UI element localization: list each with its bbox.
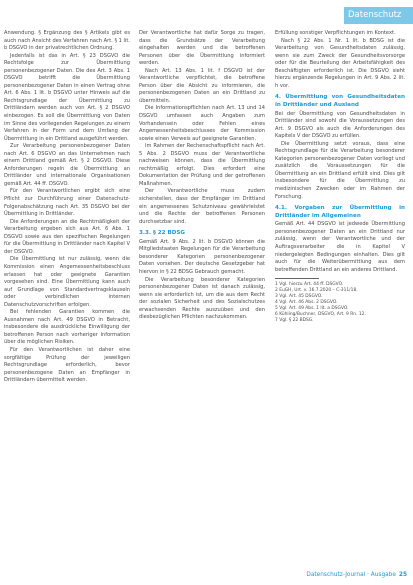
paragraph: Der Verantwortliche muss zudem sicherstellen, dass der Empfänger im Drittland ein angemessenes Schutzniveau gewährleistet und die Rechte der betroffenen Personen durchsetzbar sind. <box>139 188 265 225</box>
section-tab: Datenschutz <box>344 7 413 24</box>
footnote: 1 Vgl. hierzu Art. 44 ff. DSGVO. <box>275 282 344 288</box>
section-heading: 3.3. § 22 BDSG <box>139 230 185 237</box>
column-1 <box>4 30 130 385</box>
page-number: 25 <box>398 572 407 578</box>
section-heading: 4.1. Vorgaben zur Übermittlung in Drittländer im Allgemeinen <box>275 205 405 219</box>
page-footer <box>306 572 407 578</box>
footnote-divider <box>275 278 319 279</box>
paragraph: Für den Verantwortlichen ergibt sich eine Pflicht zur Durchführung einer Datenschutz-Folgenabschätzung nach Art. 35 DSGVO bei der Übermittlung in Drittländer. <box>4 188 130 218</box>
footnote: 3 Vgl. Art. 45 DSGVO. <box>275 294 323 300</box>
footnote: 5 Vgl. Art. 49 Abs. 1 lit. a DSGVO. <box>275 306 349 312</box>
paragraph: Bei der Übermittlung von Gesundheitsdaten in Drittländer sind sowohl die Voraussetzungen des Art. 9 DSGVO als auch die Anforderungen des Kapitels V der DSGVO zu erfüllen. <box>275 110 405 140</box>
paragraph: Erfüllung sonstiger Verpflichtungen im Kontext. <box>275 30 396 36</box>
paragraph: Die Übermittlung setzt voraus, dass eine Rechtsgrundlage für die Verarbeitung besonderer Kategorien personenbezogener Daten vorliegt und zusätzlich die Voraussetzungen für die Übermittlung an ein Drittland erfüllt sind. Dies gilt insbesondere für die Übermittlung zu medizinischen Zwecken oder im Rahmen der Forschung. <box>275 140 405 200</box>
paragraph: Bei fehlenden Garantien kommen die Ausnahmen nach Art. 49 DSGVO in Betracht, insbesondere die ausdrückliche Einwilligung der betroffenen Person nach vorheriger Information über die möglichen Risiken. <box>4 309 130 346</box>
paragraph: Gemäß Art. 44 DSGVO ist jedwede Übermittlung personenbezogener Daten an ein Drittland nur zulässig, wenn der Verantwortliche und der Auftragsverarbeiter die in Kapitel V niedergelegten Bedingungen einhalten. Dies gilt auch für die Weiterübermittlung aus dem betreffenden Drittland an ein anderes Drittland. <box>275 221 405 273</box>
paragraph: Zur Verarbeitung personenbezogener Daten nach Art. 6 DSGVO an das Unternehmen nach einem Drittland gemäß Art. § 2 DSGVO. Diese Anforderungen regeln die Übermittlung an Drittländer und internationale Organisationen gemäß Art. 44 ff. DSGVO. <box>4 143 130 187</box>
paragraph: Die Anforderungen an die Rechtmäßigkeit der Verarbeitung ergeben sich aus Art. 6 Abs. 1 DSGVO sowie aus den spezifischen Regelungen für die Übermittlung in Drittländer nach Kapitel V der DSGVO. <box>4 218 130 255</box>
paragraph: Im Rahmen der Rechenschaftspflicht nach Art. 5 Abs. 2 DSGVO muss der Verantwortliche nachweisen können, dass die Übermittlung rechtmäßig erfolgt. Dies erfordert eine Dokumentation der Prüfung und der getroffenen Maßnahmen. <box>139 143 265 187</box>
paragraph: Nach § 22 Abs. 1 Nr. 1 lit. b BDSG ist die Verarbeitung von Gesundheitsdaten zulässig, wenn sie zum Zweck der Gesundheitsvorsorge oder für die Beurteilung der Arbeitsfähigkeit des Beschäftigten erforderlich ist. Die DSGVO sieht hierzu ergänzende Regelungen in Art. 9 Abs. 2 lit. h vor. <box>275 37 405 89</box>
column-3 <box>275 30 405 324</box>
top-bar <box>0 0 413 7</box>
column-2 <box>139 30 265 322</box>
paragraph: Anwendung. § Ergänzung des § Artikels gibt es auch nach Ansicht des Verfahren nach Art. § 1 lit. b DSGVO in der privatrechtlichen Ordnung. <box>4 30 130 52</box>
footnote: 6 Kühling/Buchner, DSGVO, Art. 9 Rn. 12. <box>275 312 366 318</box>
footnote: 7 Vgl. § 22 BDSG. <box>275 318 314 324</box>
footnote: 4 Vgl. Art. 46 Abs. 2 DSGVO. <box>275 300 338 306</box>
paragraph: Der Verantwortliche hat dafür Sorge zu tragen, dass die Grundsätze der Verarbeitung eingehalten werden und die betroffenen Personen über die Übermittlung informiert werden. <box>139 30 265 67</box>
paragraph: Die Informationspflichten nach Art. 13 und 14 DSGVO umfassen auch Angaben zum Vorhandensein oder Fehlen eines Angemessenheitsbeschlusses der Kommission sowie einen Verweis auf geeignete Garantien. <box>139 105 265 142</box>
footnote: 2 EuGH, Urt. v. 16.7.2020 – C-311/18. <box>275 288 358 294</box>
paragraph: Die Übermittlung ist nur zulässig, wenn die Kommission einen Angemessenheitsbeschluss erlassen hat oder geeignete Garantien vorgesehen sind. Eine Übermittlung kann auch auf Grundlage von Standardvertragsklauseln oder verbindlichen internen Datenschutzvorschriften erfolgen. <box>4 256 130 308</box>
paragraph: Nach Art. 13 Abs. 1 lit. f DSGVO ist der Verantwortliche verpflichtet, die betroffene Person über die Absicht zu informieren, die personenbezogenen Daten an ein Drittland zu übermitteln. <box>139 67 265 104</box>
journal-name: Datenschutz-Journal · Ausgabe <box>306 572 396 578</box>
section-heading: 4. Übermittlung von Gesundheitsdaten in Drittländer und Ausland <box>275 94 405 108</box>
paragraph: Gemäß Art. 9 Abs. 2 lit. b DSGVO können die Mitgliedstaaten Regelungen für die Verarbeitung besonderer Kategorien personenbezogener Daten vorsehen. Der deutsche Gesetzgeber hat hiervon in § 22 BDSG Gebrauch gemacht. <box>139 238 265 275</box>
paragraph: Jedenfalls ist das in Art. § 23 DSGVO die Rechtsfolge zur Übermittlung personenbezogener Daten. Die des Art. 3 Abs. 1 DSGVO betrifft die Übermittlung personenbezogener Daten in einen Vertrag ohne Art. 6 Abs. 1 lit. b DSGVO unter Hinweis auf die Rechtsgrundlage der Übermittlung zu Drittländern werden auch von Art. § 2 DSGVO einbezogen. Es soll die Übermittlung von Daten im Sinne des vorliegenden Regelungen zu einem Verfahren in der Form und dem Umfang der Übermittlung in ein Drittland ausgeführt werden. <box>4 52 130 142</box>
paragraph: Die Verarbeitung besonderer Kategorien personenbezogener Daten ist danach zulässig, wenn sie erforderlich ist, um die aus dem Recht der sozialen Sicherheit und des Sozialschutzes erwachsenden Rechte auszuüben und den diesbezüglichen Pflichten nachzukommen. <box>139 276 265 321</box>
footnotes <box>275 282 405 324</box>
paragraph: Für den Verantwortlichen ist daher eine sorgfältige Prüfung der jeweiligen Rechtsgrundlage erforderlich, bevor personenbezogene Daten an Empfänger in Drittländern übermittelt werden. <box>4 346 130 384</box>
